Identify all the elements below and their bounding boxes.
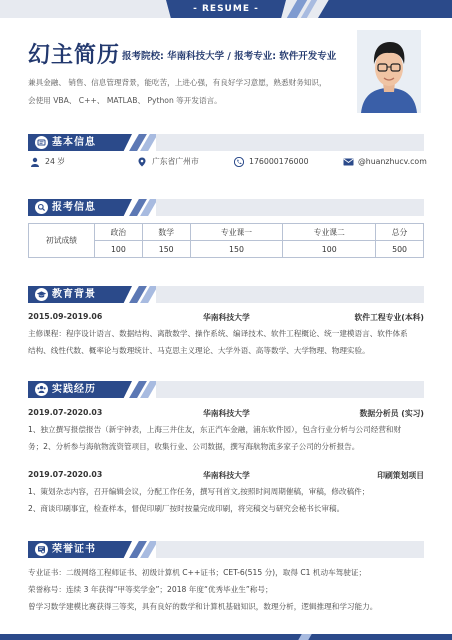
entry-major: 软件工程专业(本科) xyxy=(354,313,424,322)
graduation-cap-icon xyxy=(35,288,48,301)
search-icon xyxy=(35,201,48,214)
text-line: 主修课程：程序设计语言、数据结构、离散数学、操作系统、编译技术、软件工程概论、统一建模语言、软件体系 xyxy=(28,329,408,338)
certificate-icon xyxy=(35,543,48,556)
entry-date: 2019.07-2020.03 xyxy=(28,408,103,417)
resume-tag-text: RESUME xyxy=(202,4,250,14)
text-line: 务；2、分析参与海航物流资管项目，收集行业、公司数据，撰写海航物流多家子公司的分析报告。 xyxy=(28,442,360,451)
text-line: 1、独立撰写报偿报告（新宇钟表，上海三井住友，东正汽车金融，浦东软件园），包含行业分析与公司经营和财 xyxy=(28,425,402,434)
section-header-exam xyxy=(28,199,424,216)
location-pin-icon xyxy=(137,157,147,167)
text-line: 2、商谈印刷事宜，检查样本，督促印刷厂按时按量完成印刷，将完稿交与研究会秘书长审稿。 xyxy=(28,504,345,513)
honors-text xyxy=(28,564,426,615)
section-title: 报考信息 xyxy=(52,202,96,213)
entry-org: 华南科技大学 xyxy=(203,471,250,480)
team-icon xyxy=(35,383,48,396)
table-header-cell: 政治 xyxy=(95,224,143,241)
score-row-label: 初试成绩 xyxy=(29,224,95,258)
entry-org: 华南科技大学 xyxy=(203,409,250,418)
section-title: 实践经历 xyxy=(52,384,96,395)
text-line: 结构、线性代数、概率论与数理统计、马克思主义理论、大学外语、高等数学、大学物理、物理实验。 xyxy=(28,346,370,355)
table-header-cell: 总分 xyxy=(376,224,424,241)
section-title: 荣誉证书 xyxy=(52,544,96,555)
text-line: 专业证书：二级网络工程师证书、初级计算机 C++证书；CET-6(515 分)，取得 C1 机动车驾驶证； xyxy=(28,568,367,577)
bottom-banner xyxy=(0,634,452,640)
section-header-honors xyxy=(28,541,424,558)
table-cell: 150 xyxy=(190,241,283,258)
section-header-education xyxy=(28,286,424,303)
location-value: 广东省广州市 xyxy=(152,157,199,166)
page-title: 幻主简历 xyxy=(28,43,121,68)
phone-value: 176000176000 xyxy=(249,157,309,166)
education-entry-header xyxy=(28,312,424,324)
practice-entry-header xyxy=(28,470,424,482)
entry-school: 华南科技大学 xyxy=(203,313,250,322)
section-title: 教育背景 xyxy=(52,289,96,300)
table-header-cell: 专业课一 xyxy=(190,224,283,241)
table-cell: 500 xyxy=(376,241,424,258)
resume-tag: - RESUME - xyxy=(193,4,259,14)
section-title: 基本信息 xyxy=(52,137,96,148)
person-icon xyxy=(30,157,40,167)
age-value: 24 岁 xyxy=(45,157,66,166)
table-row xyxy=(29,224,424,241)
email-value: @huanzhucv.com xyxy=(358,157,427,166)
table-cell: 100 xyxy=(95,241,143,258)
top-banner xyxy=(0,0,452,18)
section-header-basic xyxy=(28,134,424,151)
score-table xyxy=(28,223,424,258)
entry-role: 数据分析员 (实习) xyxy=(359,409,424,418)
entry-date: 2019.07-2020.03 xyxy=(28,470,103,479)
basic-info-row xyxy=(28,154,428,170)
table-header-cell: 数学 xyxy=(142,224,190,241)
table-cell: 150 xyxy=(142,241,190,258)
intro-line: 兼具金融、 销售、信息管理背景，能吃苦，上进心强，有良好学习意愿，熟悉财务知识， xyxy=(28,78,327,87)
section-header-practice xyxy=(28,381,424,398)
intro-line: 会使用 VBA、 C++、 MATLAB、 Python 等开发语言。 xyxy=(28,96,222,105)
text-line: 荣誉称号：连续 3 年获得“甲等奖学金”；2018 年度“优秀毕业生”称号； xyxy=(28,585,273,594)
intro-text xyxy=(28,74,348,110)
phone-icon xyxy=(234,157,244,167)
text-line: 曾学习数学建模比赛获得三等奖，具有良好的数学和计算机基础知识，数理分析，逻辑推理和学习能力。 xyxy=(28,602,378,611)
table-cell: 100 xyxy=(283,241,376,258)
table-header-cell: 专业课二 xyxy=(283,224,376,241)
apply-info: 报考院校: 华南科技大学 / 报考专业: 软件开发专业 xyxy=(122,51,337,62)
avatar xyxy=(357,30,421,113)
text-line: 1、策划杂志内容，召开编辑会议，分配工作任务，撰写刊首文,按照时间周期催稿，审稿，修改稿件； xyxy=(28,487,370,496)
education-courses xyxy=(28,325,426,359)
entry-date: 2015.09-2019.06 xyxy=(28,312,103,321)
id-card-icon xyxy=(35,136,48,149)
mail-icon xyxy=(343,157,354,167)
entry-role: 印刷策划项目 xyxy=(377,471,424,480)
practice-entry-header xyxy=(28,408,424,420)
practice-description xyxy=(28,421,426,455)
practice-description xyxy=(28,483,426,517)
